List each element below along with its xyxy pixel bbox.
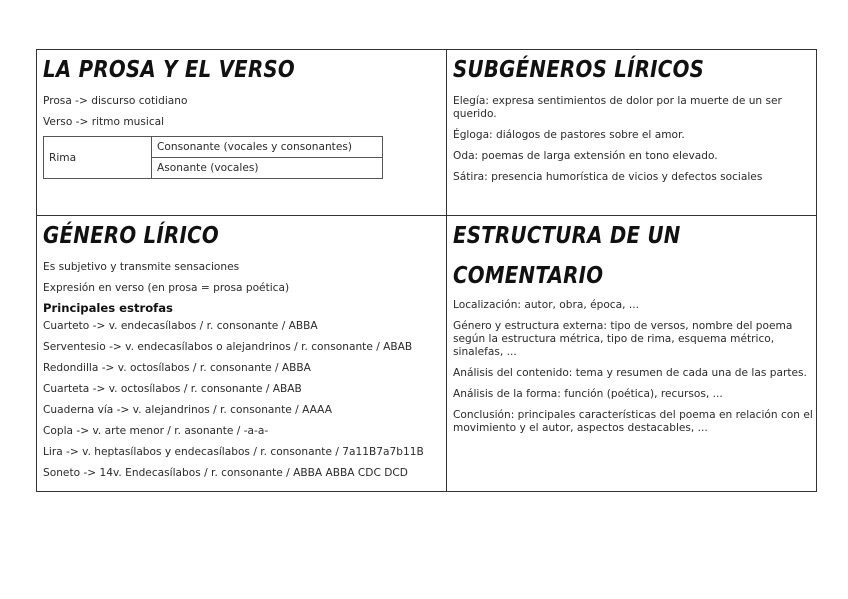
section-title-line-2: COMENTARIO (453, 263, 604, 289)
rima-asonante: Asonante (vocales) (152, 158, 383, 179)
list-item: Égloga: diálogos de pastores sobre el amor. (453, 129, 685, 141)
section-subgeneros (447, 50, 817, 215)
summary-sheet (36, 49, 817, 492)
text-line: Prosa -> discurso cotidiano (43, 95, 188, 107)
list-item: Cuaderna vía -> v. alejandrinos / r. consonante / AAAA (43, 404, 332, 416)
section-title-line-1: ESTRUCTURA DE UN (453, 223, 681, 249)
section-title: LA PROSA Y EL VERSO (43, 57, 296, 83)
list-item: Análisis de la forma: función (poética), recursos, ... (453, 388, 723, 400)
list-item: Sátira: presencia humorística de vicios y defectos sociales (453, 171, 763, 183)
list-item: Oda: poemas de larga extensión en tono elevado. (453, 150, 718, 162)
list-item: Género y estructura externa: tipo de versos, nombre del poema según la estructura métrica, tipo de rima, esquema métrico, sinalefas, ... (453, 320, 793, 358)
list-item: Análisis del contenido: tema y resumen de cada una de las partes. (453, 367, 807, 379)
section-title: SUBGÉNEROS LÍRICOS (453, 57, 705, 83)
list-item: Serventesio -> v. endecasílabos o alejandrinos / r. consonante / ABAB (43, 341, 413, 353)
list-item: Cuarteto -> v. endecasílabos / r. consonante / ABBA (43, 320, 318, 332)
text-line: Es subjetivo y transmite sensaciones (43, 261, 240, 273)
text-line: Verso -> ritmo musical (43, 116, 165, 128)
list-item: Cuarteta -> v. octosílabos / r. consonante / ABAB (43, 383, 302, 395)
section-comentario (447, 216, 817, 492)
rima-table (43, 136, 383, 179)
list-item: Copla -> v. arte menor / r. asonante / -a-a- (43, 425, 269, 437)
section-prosa-verso (37, 50, 446, 215)
list-item: Elegía: expresa sentimientos de dolor por la muerte de un ser querido. (453, 95, 782, 120)
text-line: Expresión en verso (en prosa = prosa poética) (43, 282, 290, 294)
list-item: Soneto -> 14v. Endecasílabos / r. consonante / ABBA ABBA CDC DCD (43, 467, 408, 479)
list-item: Redondilla -> v. octosílabos / r. consonante / ABBA (43, 362, 311, 374)
list-item: Conclusión: principales características del poema en relación con el movimiento y el autor, aspectos destacables, ... (453, 409, 813, 434)
estrofas-heading: Principales estrofas (43, 301, 173, 315)
table-row (44, 137, 383, 158)
list-item: Localización: autor, obra, época, ... (453, 299, 639, 311)
rima-consonante: Consonante (vocales y consonantes) (152, 137, 383, 158)
rima-label: Rima (44, 137, 152, 179)
list-item: Lira -> v. heptasílabos y endecasílabos / r. consonante / 7a11B7a7b11B (43, 446, 424, 458)
section-genero-lirico (37, 216, 446, 492)
section-title: GÉNERO LÍRICO (43, 223, 219, 249)
